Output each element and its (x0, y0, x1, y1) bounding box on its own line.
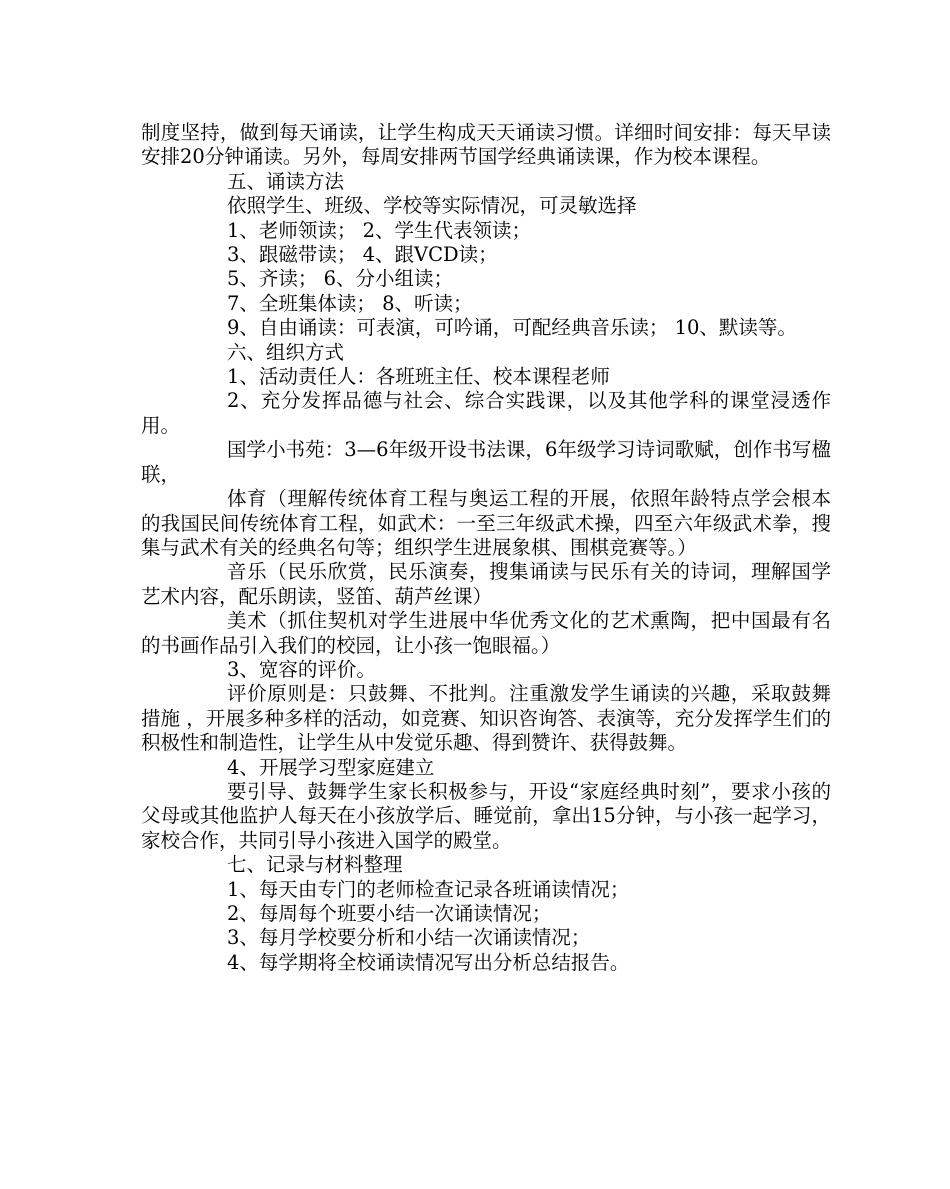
document-page (141, 121, 831, 975)
paragraph-intro-continued: 制度坚持，做到每天诵读，让学生构成天天诵读习惯。详细时间安排：每天早读安排20分钟诵读。另外，每周安排两节国学经典诵读课，作为校本课程。 (141, 121, 831, 169)
list-item-responsible: 1、活动责任人：各班班主任、校本课程老师 (227, 365, 610, 389)
paragraph-methods-intro: 依照学生、班级、学校等实际情况，可灵敏选择 (227, 194, 637, 218)
list-item-records-3: 3、每月学校要分析和小结一次诵读情况； (227, 926, 591, 950)
list-item-methods-1-2: 1、老师领读； 2、学生代表领读； (227, 218, 532, 242)
paragraph-music: 音乐（民乐欣赏，民乐演奏，搜集诵读与民乐有关的诗词，理解国学艺术内容，配乐朗读，竖笛、葫芦丝课） (141, 560, 831, 608)
list-item-family: 4、开展学习型家庭建立 (227, 755, 435, 779)
paragraph-art: 美术（抓住契机对学生进展中华优秀文化的艺术熏陶，把中国最有名的书画作品引入我们的校园，让小孩一饱眼福。） (141, 609, 831, 657)
heading-records: 七、记录与材料整理 (227, 853, 403, 877)
list-item-methods-5-6: 5、齐读； 6、分小组读； (227, 267, 454, 291)
heading-organization: 六、组织方式 (227, 340, 345, 364)
list-item-records-2: 2、每周每个班要小结一次诵读情况； (227, 902, 552, 925)
list-item-subjects: 2、充分发挥品德与社会、综合实践课，以及其他学科的课堂浸透作用。 (141, 389, 831, 437)
list-item-records-4: 4、每学期将全校诵读情况写出分析总结报告。 (227, 950, 630, 974)
paragraph-sports: 体育（理解传统体育工程与奥运工程的开展，依照年龄特点学会根本的我国民间传统体育工程，如武术：一至三年级武术操，四至六年级武术拳，搜集与武术有关的经典名句等；组织学生进展象棋、围棋竞赛等。） (141, 487, 831, 559)
paragraph-evaluation-principle: 评价原则是：只鼓舞、不批判。注重激发学生诵读的兴趣，采取鼓舞措施 ，开展多种多样的活动，如竞赛、知识咨询答、表演等，充分发挥学生们的积极性和制造性，让学生从中发觉乐趣、得到赞许、获得鼓舞。 (141, 682, 831, 755)
list-item-records-1: 1、每天由专门的老师检查记录各班诵读情况； (227, 877, 630, 901)
paragraph-family-details: 要引导、鼓舞学生家长积极参与，开设“家庭经典时刻”，要求小孩的父母或其他监护人每天在小孩放学后、睡觉前，拿出15分钟，与小孩一起学习，家校合作，共同引导小孩进入国学的殿堂。 (141, 779, 831, 852)
paragraph-calligraphy: 国学小书苑：3—6年级开设书法课，6年级学习诗词歌赋，创作书写楹联， (141, 438, 831, 486)
list-item-evaluation: 3、宽容的评价。 (227, 657, 376, 681)
list-item-methods-7-8: 7、全班集体读； 8、听读； (227, 291, 473, 315)
heading-reading-methods: 五、诵读方法 (227, 169, 345, 193)
list-item-methods-3-4: 3、跟磁带读； 4、跟VCD读； (227, 243, 498, 267)
list-item-methods-9-10: 9、自由诵读：可表演，可吟诵，可配经典音乐读； 10、默读等。 (227, 316, 797, 340)
